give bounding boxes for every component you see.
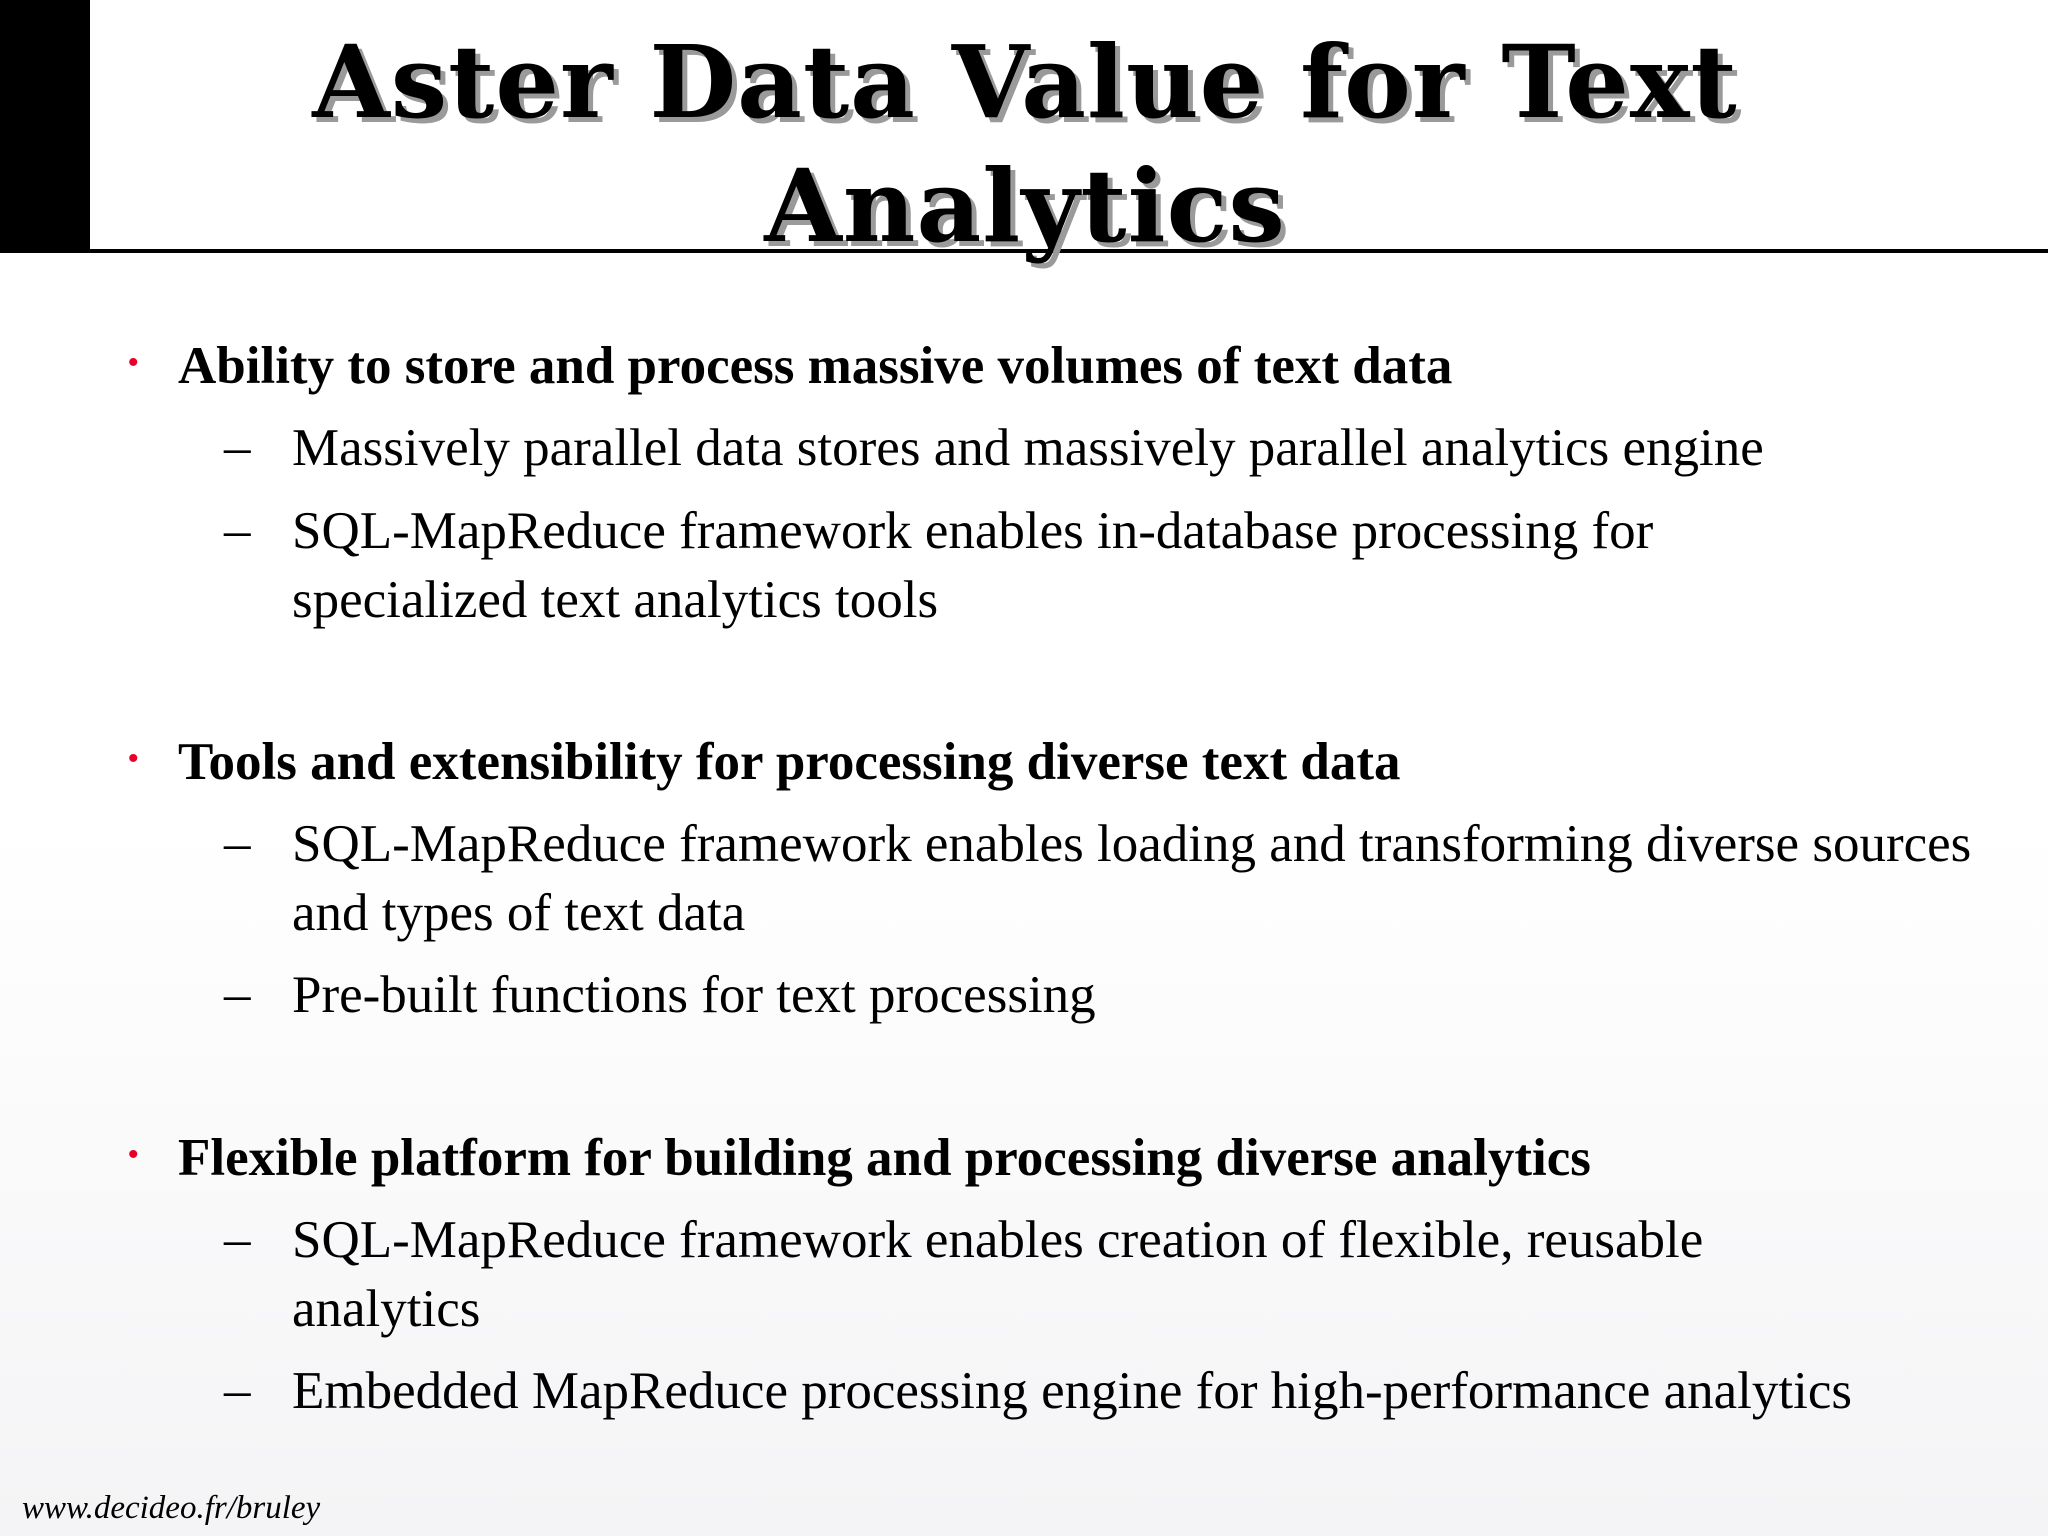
- dash-icon: –: [224, 501, 251, 559]
- sub-bullet-text: SQL-MapReduce framework enables in-database processing for specialized text analytics tools: [292, 502, 1654, 629]
- dash-icon: –: [224, 418, 251, 476]
- sub-bullet-text: Embedded MapReduce processing engine for high-performance analytics: [292, 1362, 1852, 1420]
- bullet-icon: •: [128, 1138, 139, 1171]
- sub-bullet-text: SQL-MapReduce framework enables creation of flexible, reusable analytics: [292, 1211, 1704, 1338]
- sub-bullet-text: Pre-built functions for text processing: [292, 966, 1096, 1024]
- slide-title-line-2: Analytics: [764, 147, 1286, 265]
- dash-icon: –: [224, 1361, 251, 1419]
- bullet-heading: Ability to store and process massive volumes of text data: [178, 337, 1453, 395]
- footer-url: www.decideo.fr/bruley: [22, 1490, 321, 1526]
- slide-title: [90, 20, 1960, 268]
- dash-icon: –: [224, 814, 251, 872]
- sub-bullet-text: Massively parallel data stores and massively parallel analytics engine: [292, 419, 1764, 477]
- dash-icon: –: [224, 965, 251, 1023]
- bullet-heading: Tools and extensibility for processing diverse text data: [178, 733, 1401, 791]
- title-corner-block: [0, 0, 90, 253]
- sub-bullet-text: SQL-MapReduce framework enables loading and transforming diverse sources and types of text data: [292, 815, 1972, 942]
- dash-icon: –: [224, 1210, 251, 1268]
- bullet-icon: •: [128, 742, 139, 775]
- slide-title-line-1: Aster Data Value for Text: [312, 23, 1738, 141]
- bullet-icon: •: [128, 346, 139, 379]
- bullet-heading: Flexible platform for building and processing diverse analytics: [178, 1129, 1591, 1187]
